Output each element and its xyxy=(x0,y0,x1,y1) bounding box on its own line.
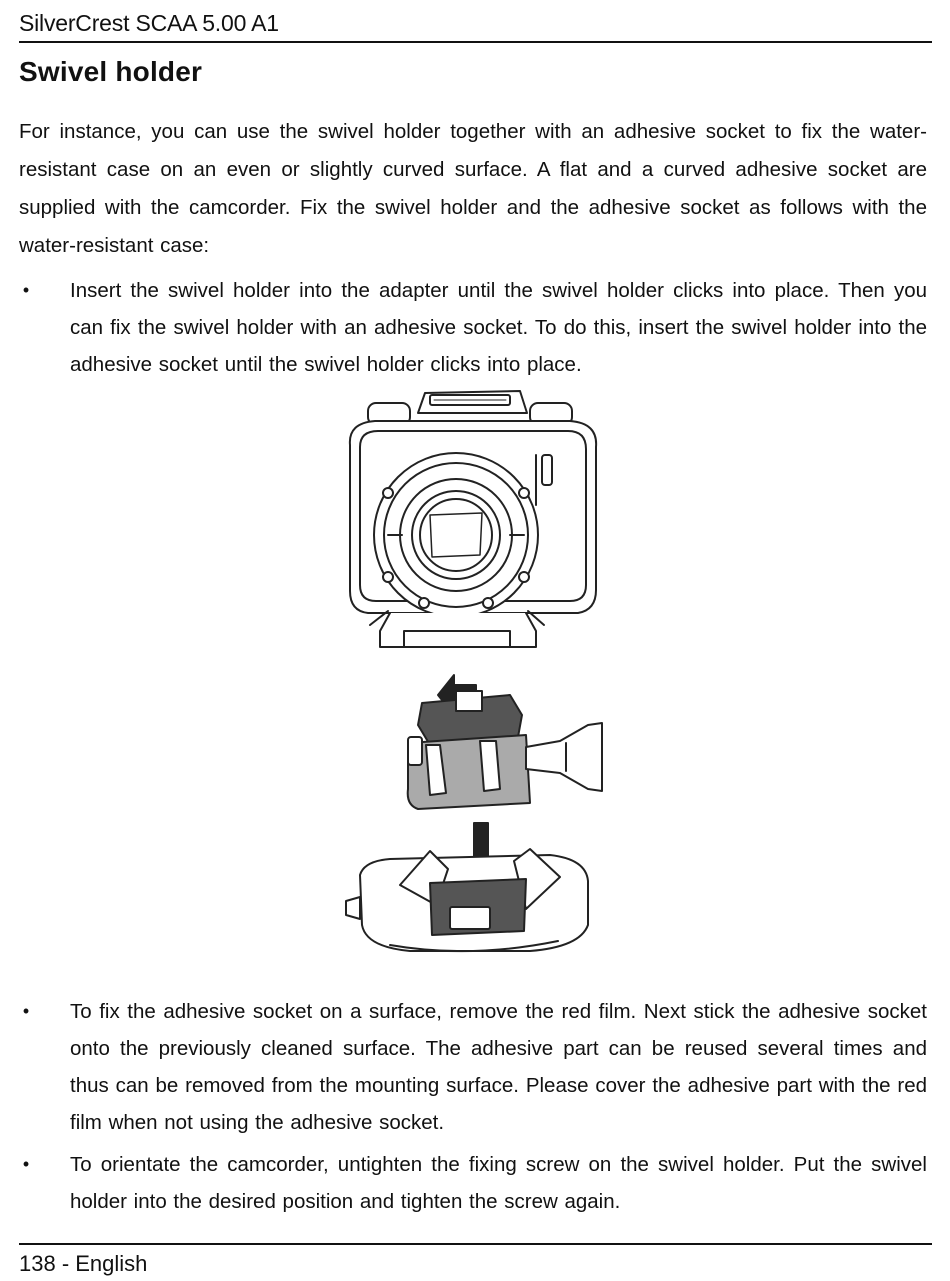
footer-divider xyxy=(19,1243,932,1245)
bullet-icon: • xyxy=(22,1154,30,1174)
list-item xyxy=(19,993,927,1141)
page-title: Swivel holder xyxy=(19,56,203,87)
running-header: SilverCrest SCAA 5.00 A1 xyxy=(19,10,279,36)
swivel-holder-icon xyxy=(408,691,602,809)
mounting-illustration xyxy=(330,385,615,965)
header-divider xyxy=(19,41,932,43)
list-item xyxy=(19,1146,927,1220)
camcorder-case-icon xyxy=(350,391,596,647)
adhesive-socket-icon xyxy=(346,849,588,951)
page-number: 138 - English xyxy=(19,1251,148,1276)
list-item-text: To orientate the camcorder, untighten the fixing screw on the swivel holder. Put the swivel holder into the desired position and tighten the screw again. xyxy=(70,1153,927,1213)
bullet-icon: • xyxy=(22,280,30,300)
intro-paragraph: For instance, you can use the swivel holder together with an adhesive socket to fix the water-resistant case on an even or slightly curved surface. A flat and a curved adhesive socket are supplied with the camcorder. Fix the swivel holder and the adhesive socket as follows with the water-resistant case: xyxy=(19,120,927,257)
list-item-text: To fix the adhesive socket on a surface, remove the red film. Next stick the adhesive socket onto the previously cleaned surface. The adhesive part can be reused several times and thus can be removed from the mounting surface. Please cover the adhesive part with the red film when not using the adhesive socket. xyxy=(70,1000,927,1134)
bullet-icon: • xyxy=(22,1001,30,1021)
list-item xyxy=(19,272,927,383)
list-item-text: Insert the swivel holder into the adapter until the swivel holder clicks into place. Then you can fix the swivel holder with an adhesive socket. To do this, insert the swivel holder into the adhesive socket until the swivel holder clicks into place. xyxy=(70,279,927,376)
